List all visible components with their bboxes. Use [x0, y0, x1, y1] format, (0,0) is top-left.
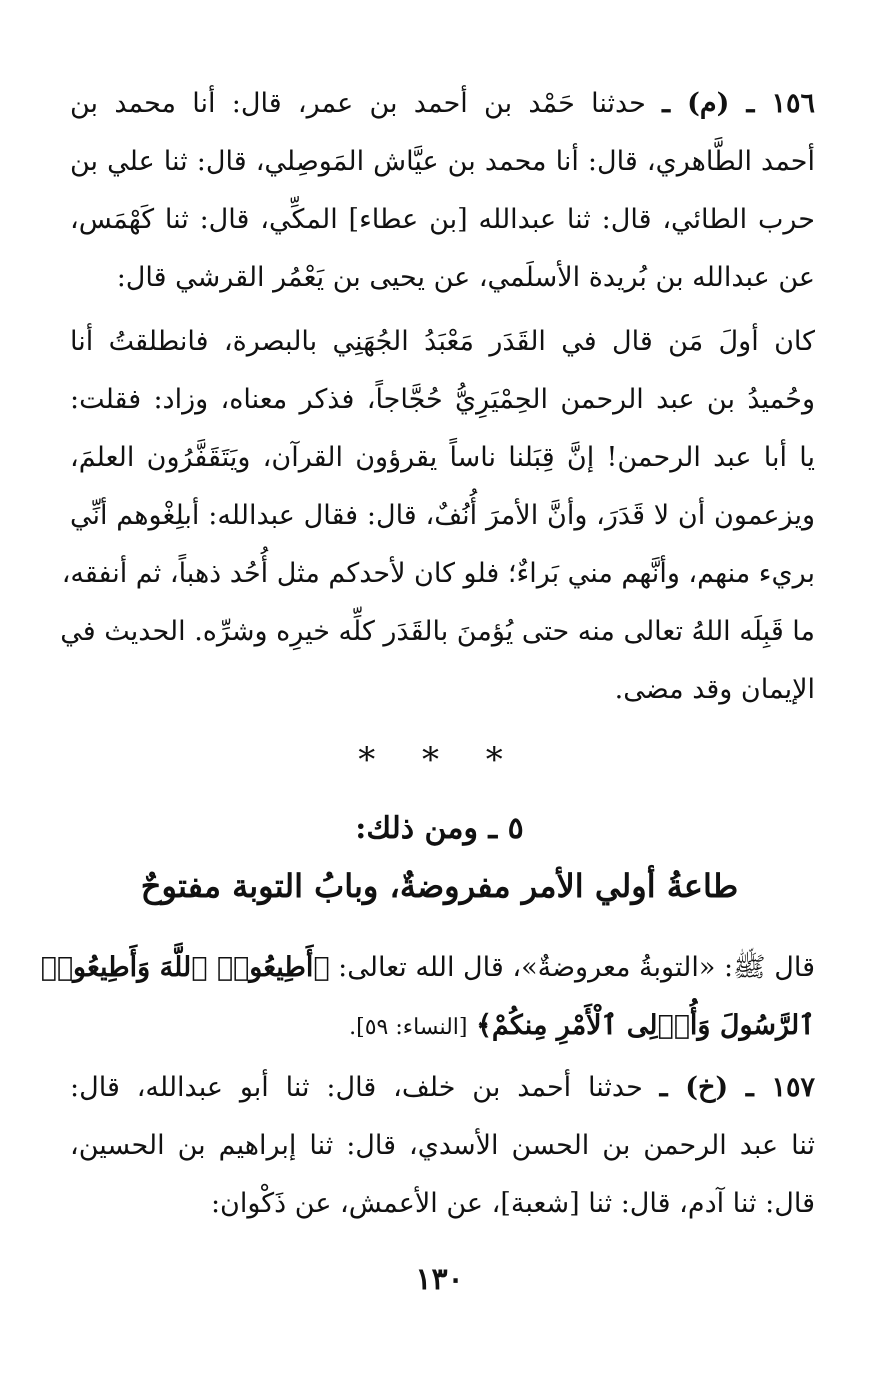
quran-intro-line-2: [70, 998, 815, 1054]
page-number: ١٣٠: [415, 1262, 464, 1297]
hadith-number: ١٥٦ ـ (م) ـ: [662, 88, 815, 119]
hadith-156-line-4: عن عبدالله بن بُريدة الأسلَمي، عن يحيى بن يَعْمُر القرشي قال:: [116, 262, 815, 293]
matn-line-6: ما قَبِلَه اللهُ تعالى منه حتى يُؤمنَ بالقَدَر كلِّه خيرِه وشرِّه. الحديث في: [60, 616, 815, 647]
matn-line-3: يا أبا عبد الرحمن! إنَّ قِبَلنا ناساً يقرؤون القرآن، ويَتَقَفَّرُون العلمَ،: [70, 442, 815, 473]
isnad-text: حدثنا أحمد بن خلف، قال: ثنا أبو عبدالله، قال:: [70, 1072, 643, 1103]
section-separator: * * *: [358, 740, 521, 780]
section-subtitle: طاعةُ أولي الأمر مفروضةٌ، وبابُ التوبة مفتوحٌ: [140, 867, 739, 905]
hadith-157-line-1: [70, 1060, 815, 1116]
matn-line-1: كان أولَ مَن قال في القَدَر مَعْبَدُ الجُهَنِي بالبصرة، فانطلقتُ أنا: [70, 326, 815, 357]
hadith-156-line-1: [70, 76, 815, 132]
matn-line-4: ويزعمون أن لا قَدَرَ، وأنَّ الأمرَ أُنُفٌ، قال: فقال عبدالله: أبلِغْوهم أنِّي: [70, 500, 815, 531]
matn-line-5: بريء منهم، وأنَّهم مني بَراءٌ؛ فلو كان لأحدكم مثل أُحُد ذهباً، ثم أنفقه،: [61, 558, 815, 589]
hadith-157-line-2: ثنا عبد الرحمن بن الحسن الأسدي، قال: ثنا إبراهيم بن الحسين،: [70, 1130, 815, 1161]
verse-reference: [النساء: ٥٩].: [349, 1015, 468, 1040]
isnad-text: حدثنا حَمْد بن أحمد بن عمر، قال: أنا محمد بن: [70, 88, 646, 119]
matn-line-2: وحُميدُ بن عبد الرحمن الحِمْيَرِيُّ حُجَّاجاً، فذكر معناه، وزاد: فقلت:: [70, 384, 815, 415]
hadith-156-line-3: حرب الطائي، قال: ثنا عبدالله [بن عطاء] المكِّي، قال: ثنا كَهْمَس،: [70, 204, 815, 235]
quran-verse-part-2: ٱلرَّسُولَ وَأُو۟لِى ٱلْأَمْرِ مِنكُمْ﴾: [476, 1010, 815, 1041]
quran-verse-part-1: ﴿أَطِيعُوا۟ ٱللَّهَ وَأَطِيعُوا۟: [40, 952, 330, 983]
section-heading: ٥ ـ ومن ذلك:: [355, 811, 524, 846]
hadith-quote: قال ﷺ: «التوبةُ معروضةٌ»، قال الله تعالى:: [338, 952, 815, 983]
hadith-157-line-3: قال: ثنا آدم، قال: ثنا [شعبة]، عن الأعمش، عن ذَكْوان:: [210, 1188, 815, 1219]
quran-intro-line-1: [40, 940, 815, 996]
matn-line-7: الإيمان وقد مضى.: [614, 674, 815, 705]
hadith-number: ١٥٧ ـ (خ) ـ: [659, 1072, 815, 1103]
hadith-156-line-2: أحمد الطَّاهري، قال: أنا محمد بن عيَّاش المَوصِلي، قال: ثنا علي بن: [70, 146, 815, 177]
